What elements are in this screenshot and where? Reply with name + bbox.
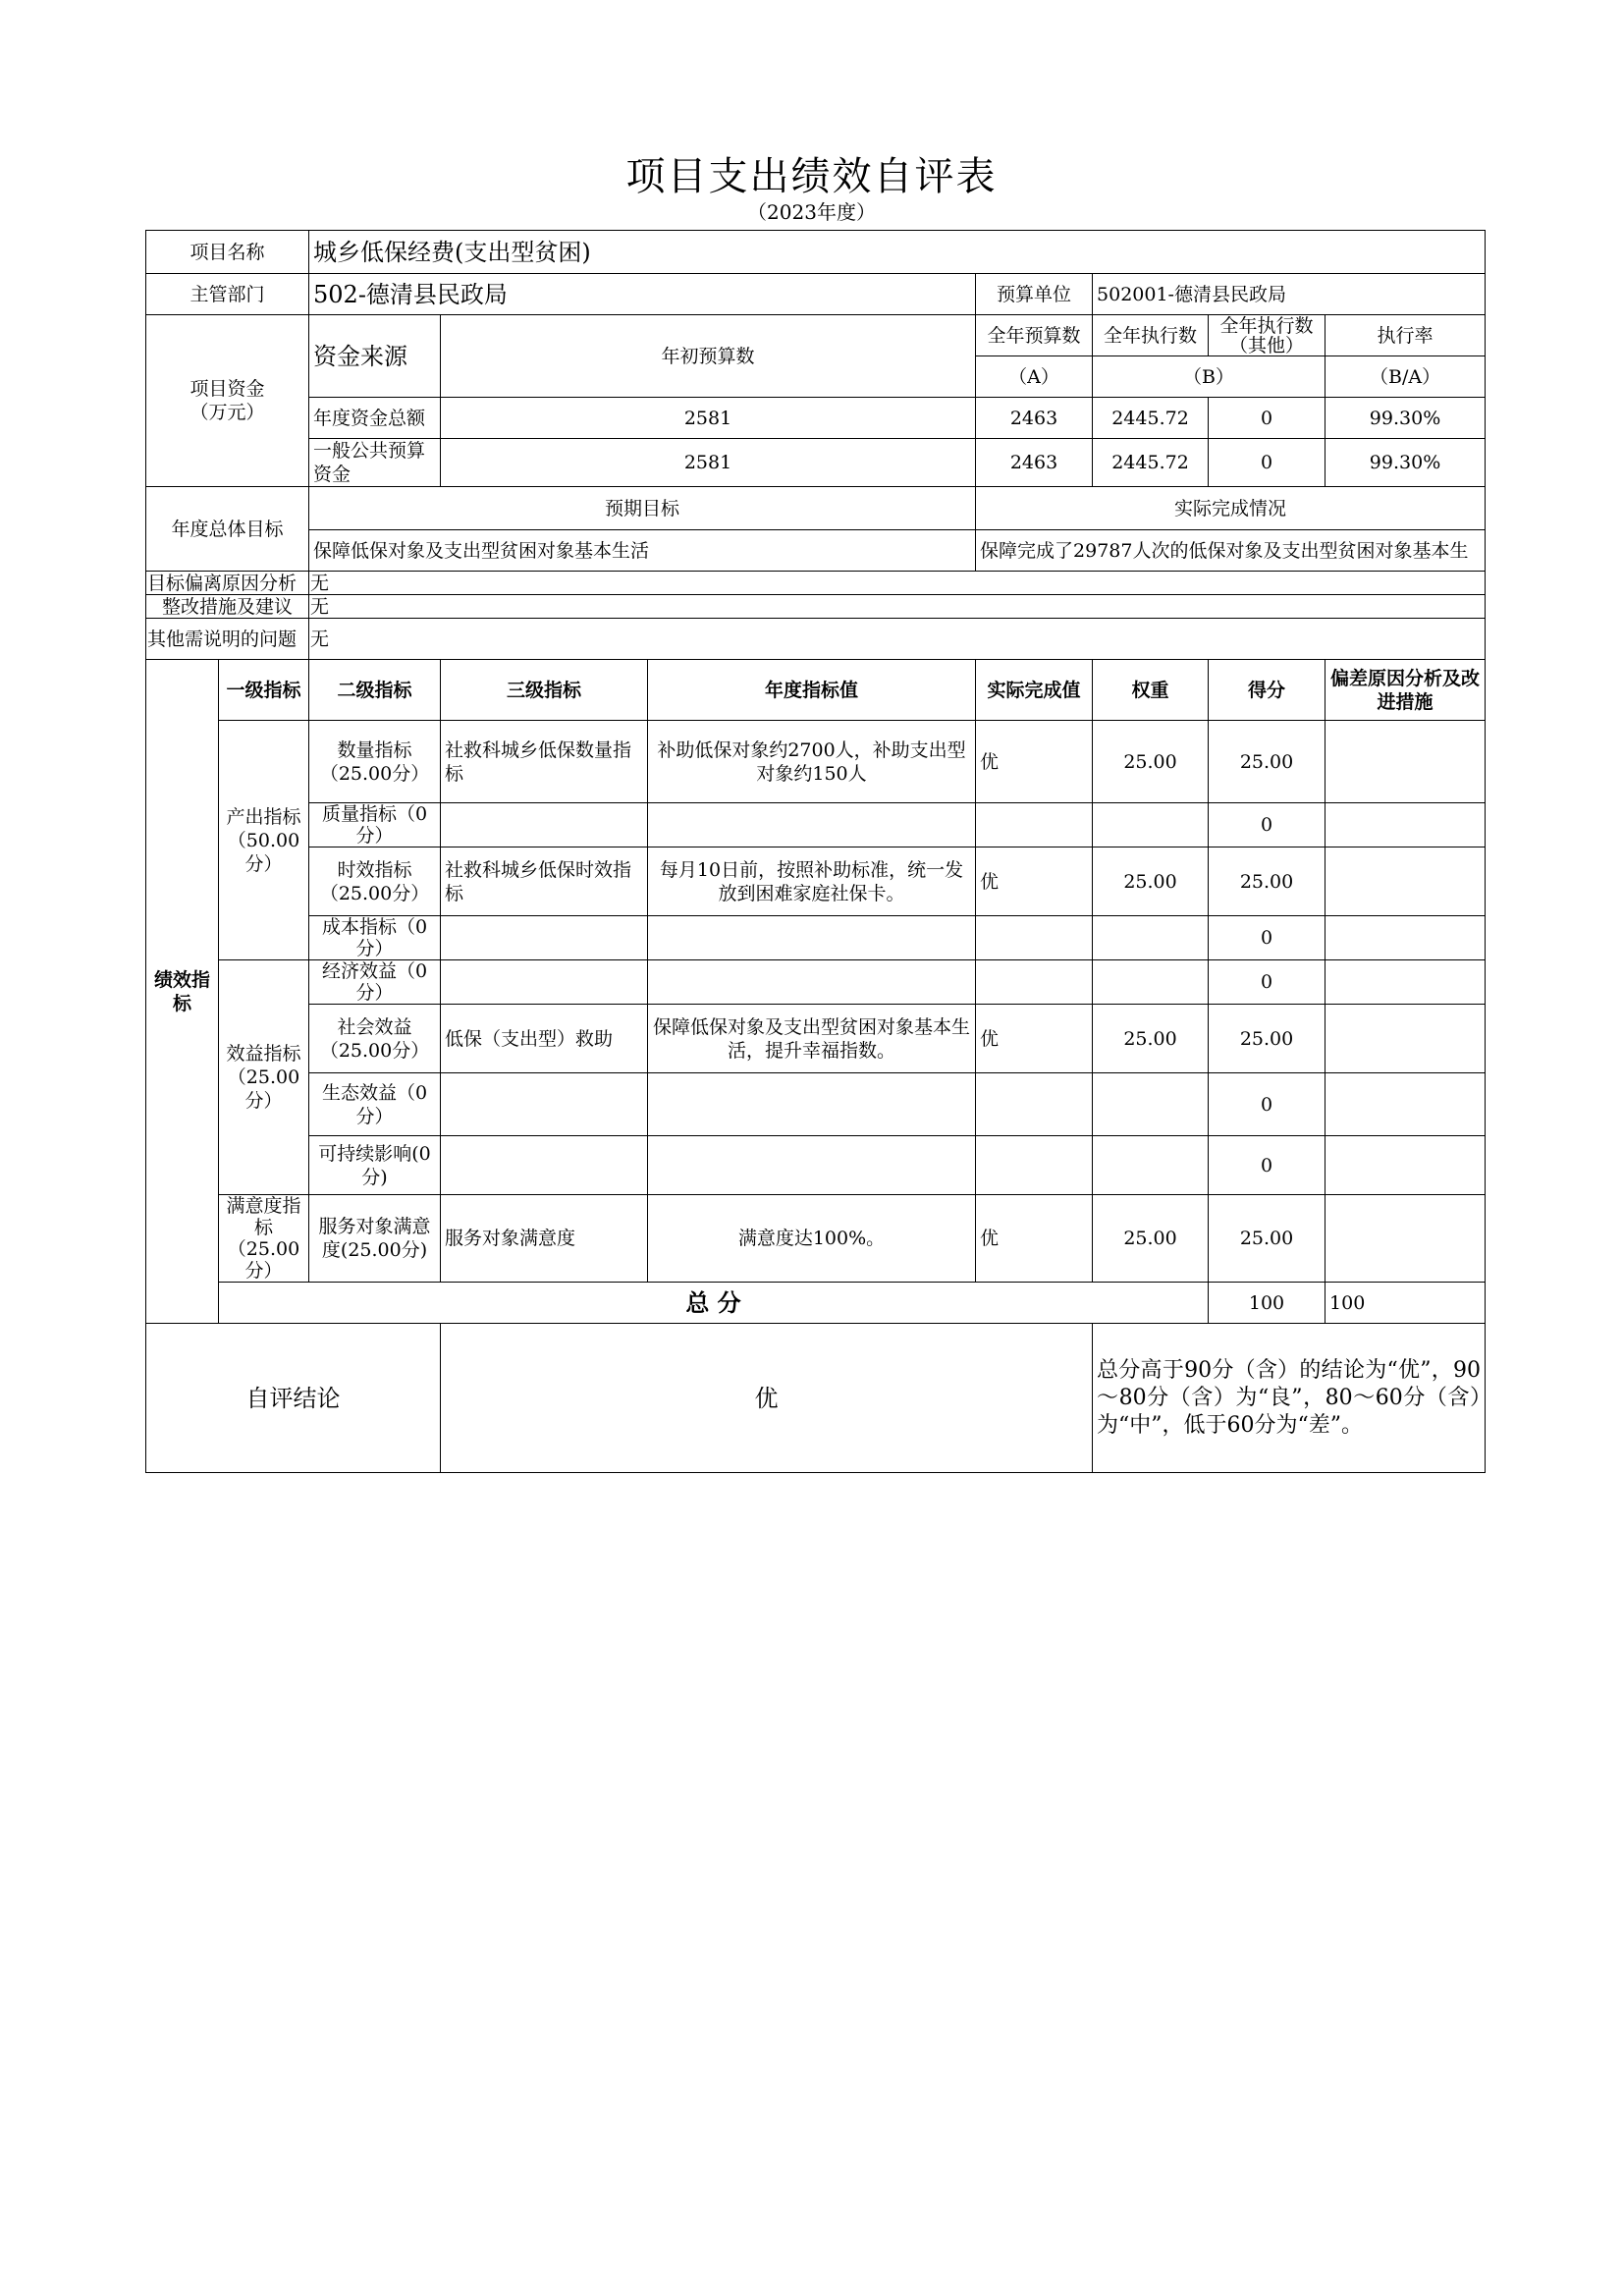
value-cell <box>648 1136 976 1195</box>
funds-row-other: 0 <box>1209 439 1325 487</box>
goals-label: 年度总体目标 <box>146 487 309 572</box>
value-cell: 满意度达100%。 <box>648 1195 976 1283</box>
analysis-header: 偏差原因分析及改进措施 <box>1325 660 1486 721</box>
analysis-cell <box>1325 1195 1486 1283</box>
project-name-value: 城乡低保经费(支出型贫困) <box>309 231 1486 274</box>
actual-cell: 优 <box>976 847 1093 916</box>
score-cell: 0 <box>1209 1073 1325 1136</box>
level3-cell: 社救科城乡低保时效指标 <box>441 847 648 916</box>
weight-cell <box>1093 960 1209 1005</box>
funds-other-header: 全年执行数（其他） <box>1209 315 1325 356</box>
level2-cell: 成本指标（0分） <box>309 916 441 960</box>
level2-cell: 质量指标（0分） <box>309 803 441 847</box>
score-cell: 0 <box>1209 1136 1325 1195</box>
other-issues-label: 其他需说明的问题 <box>146 619 309 660</box>
goals-expected-header: 预期目标 <box>309 487 976 530</box>
dept-label: 主管部门 <box>146 274 309 315</box>
funds-row-name: 一般公共预算资金 <box>309 439 441 487</box>
value-cell: 补助低保对象约2700人，补助支出型对象约150人 <box>648 721 976 803</box>
weight-header: 权重 <box>1093 660 1209 721</box>
evaluation-table <box>145 230 1486 1473</box>
value-cell <box>648 960 976 1005</box>
rectification-label: 整改措施及建议 <box>146 595 309 619</box>
budget-unit-value: 502001-德清县民政局 <box>1093 274 1486 315</box>
score-cell: 0 <box>1209 803 1325 847</box>
goals-actual-header: 实际完成情况 <box>976 487 1486 530</box>
value-cell <box>648 916 976 960</box>
funds-row-rate: 99.30% <box>1325 439 1486 487</box>
project-name-label: 项目名称 <box>146 231 309 274</box>
satisfaction-indicator-label: 满意度指标（25.00分） <box>219 1195 309 1283</box>
score-cell: 0 <box>1209 916 1325 960</box>
page-subtitle: （2023年度） <box>747 200 876 224</box>
funds-row-exec: 2445.72 <box>1093 439 1209 487</box>
level3-cell <box>441 1073 648 1136</box>
score-cell: 25.00 <box>1209 721 1325 803</box>
score-header: 得分 <box>1209 660 1325 721</box>
budget-unit-label: 预算单位 <box>976 274 1093 315</box>
funds-row-rate: 99.30% <box>1325 398 1486 439</box>
analysis-cell <box>1325 847 1486 916</box>
level2-cell: 时效指标（25.00分） <box>309 847 441 916</box>
funds-row-budget: 2463 <box>976 439 1093 487</box>
value-cell <box>648 1073 976 1136</box>
score-cell: 25.00 <box>1209 847 1325 916</box>
level3-cell <box>441 960 648 1005</box>
conclusion-label: 自评结论 <box>146 1324 441 1473</box>
weight-cell: 25.00 <box>1093 847 1209 916</box>
value-cell <box>648 803 976 847</box>
actual-cell: 优 <box>976 1005 1093 1073</box>
funds-row-other: 0 <box>1209 398 1325 439</box>
actual-cell <box>976 803 1093 847</box>
conclusion-value: 优 <box>441 1324 1093 1473</box>
score-cell: 0 <box>1209 960 1325 1005</box>
weight-cell: 25.00 <box>1093 721 1209 803</box>
actual-cell <box>976 916 1093 960</box>
level3-cell <box>441 803 648 847</box>
page-title: 项目支出绩效自评表 <box>625 154 998 199</box>
actual-cell: 优 <box>976 721 1093 803</box>
weight-cell <box>1093 803 1209 847</box>
actual-cell <box>976 1136 1093 1195</box>
indicators-section-label: 绩效指标 <box>146 660 219 1324</box>
deviation-label: 目标偏离原因分析 <box>146 572 309 595</box>
weight-cell <box>1093 1136 1209 1195</box>
funds-source-header: 资金来源 <box>309 315 441 398</box>
level3-cell <box>441 916 648 960</box>
analysis-cell <box>1325 721 1486 803</box>
analysis-cell <box>1325 803 1486 847</box>
conclusion-rule: 总分高于90分（含）的结论为“优”，90～80分（含）为“良”，80～60分（含）为“中”，低于60分为“差”。 <box>1093 1324 1486 1473</box>
level1-header: 一级指标 <box>219 660 309 721</box>
level2-cell: 服务对象满意度(25.00分) <box>309 1195 441 1283</box>
funds-row-initial: 2581 <box>441 398 976 439</box>
funds-a-label: （A） <box>976 356 1093 398</box>
actual-cell: 优 <box>976 1195 1093 1283</box>
funds-initial-header: 年初预算数 <box>441 315 976 398</box>
goals-expected-value: 保障低保对象及支出型贫困对象基本生活 <box>309 530 976 572</box>
analysis-cell <box>1325 1136 1486 1195</box>
level3-cell: 低保（支出型）救助 <box>441 1005 648 1073</box>
total-weight: 100 <box>1209 1283 1325 1324</box>
score-cell: 25.00 <box>1209 1195 1325 1283</box>
score-cell: 25.00 <box>1209 1005 1325 1073</box>
level2-cell: 经济效益（0分） <box>309 960 441 1005</box>
analysis-cell <box>1325 1005 1486 1073</box>
level2-cell: 数量指标（25.00分） <box>309 721 441 803</box>
value-header: 年度指标值 <box>648 660 976 721</box>
level2-cell: 社会效益（25.00分） <box>309 1005 441 1073</box>
weight-cell <box>1093 1073 1209 1136</box>
funds-rate-header: 执行率 <box>1325 315 1486 356</box>
funds-exec-header: 全年执行数 <box>1093 315 1209 356</box>
weight-cell <box>1093 916 1209 960</box>
analysis-cell <box>1325 916 1486 960</box>
level3-cell <box>441 1136 648 1195</box>
funds-ba-label: （B/A） <box>1325 356 1486 398</box>
level2-cell: 生态效益（0分） <box>309 1073 441 1136</box>
actual-header: 实际完成值 <box>976 660 1093 721</box>
total-label: 总 分 <box>219 1283 1209 1324</box>
weight-cell: 25.00 <box>1093 1005 1209 1073</box>
weight-cell: 25.00 <box>1093 1195 1209 1283</box>
dept-value: 502-德清县民政局 <box>309 274 976 315</box>
funds-row-name: 年度资金总额 <box>309 398 441 439</box>
funds-label: 项目资金 （万元） <box>146 315 309 487</box>
actual-cell <box>976 1073 1093 1136</box>
analysis-cell <box>1325 960 1486 1005</box>
analysis-cell <box>1325 1073 1486 1136</box>
funds-row-initial: 2581 <box>441 439 976 487</box>
funds-budget-header: 全年预算数 <box>976 315 1093 356</box>
level2-cell: 可持续影响(0分) <box>309 1136 441 1195</box>
goals-actual-value: 保障完成了29787人次的低保对象及支出型贫困对象基本生 <box>976 530 1486 572</box>
other-issues-value: 无 <box>309 619 1486 660</box>
funds-row-exec: 2445.72 <box>1093 398 1209 439</box>
level3-cell: 服务对象满意度 <box>441 1195 648 1283</box>
value-cell: 每月10日前，按照补助标准，统一发放到困难家庭社保卡。 <box>648 847 976 916</box>
actual-cell <box>976 960 1093 1005</box>
level3-cell: 社救科城乡低保数量指标 <box>441 721 648 803</box>
value-cell: 保障低保对象及支出型贫困对象基本生活，提升幸福指数。 <box>648 1005 976 1073</box>
total-score: 100 <box>1325 1283 1486 1324</box>
funds-b-label: （B） <box>1093 356 1325 398</box>
level3-header: 三级指标 <box>441 660 648 721</box>
benefit-indicator-label: 效益指标（25.00分） <box>219 960 309 1195</box>
funds-row-budget: 2463 <box>976 398 1093 439</box>
output-indicator-label: 产出指标（50.00分） <box>219 721 309 960</box>
level2-header: 二级指标 <box>309 660 441 721</box>
rectification-value: 无 <box>309 595 1486 619</box>
deviation-value: 无 <box>309 572 1486 595</box>
